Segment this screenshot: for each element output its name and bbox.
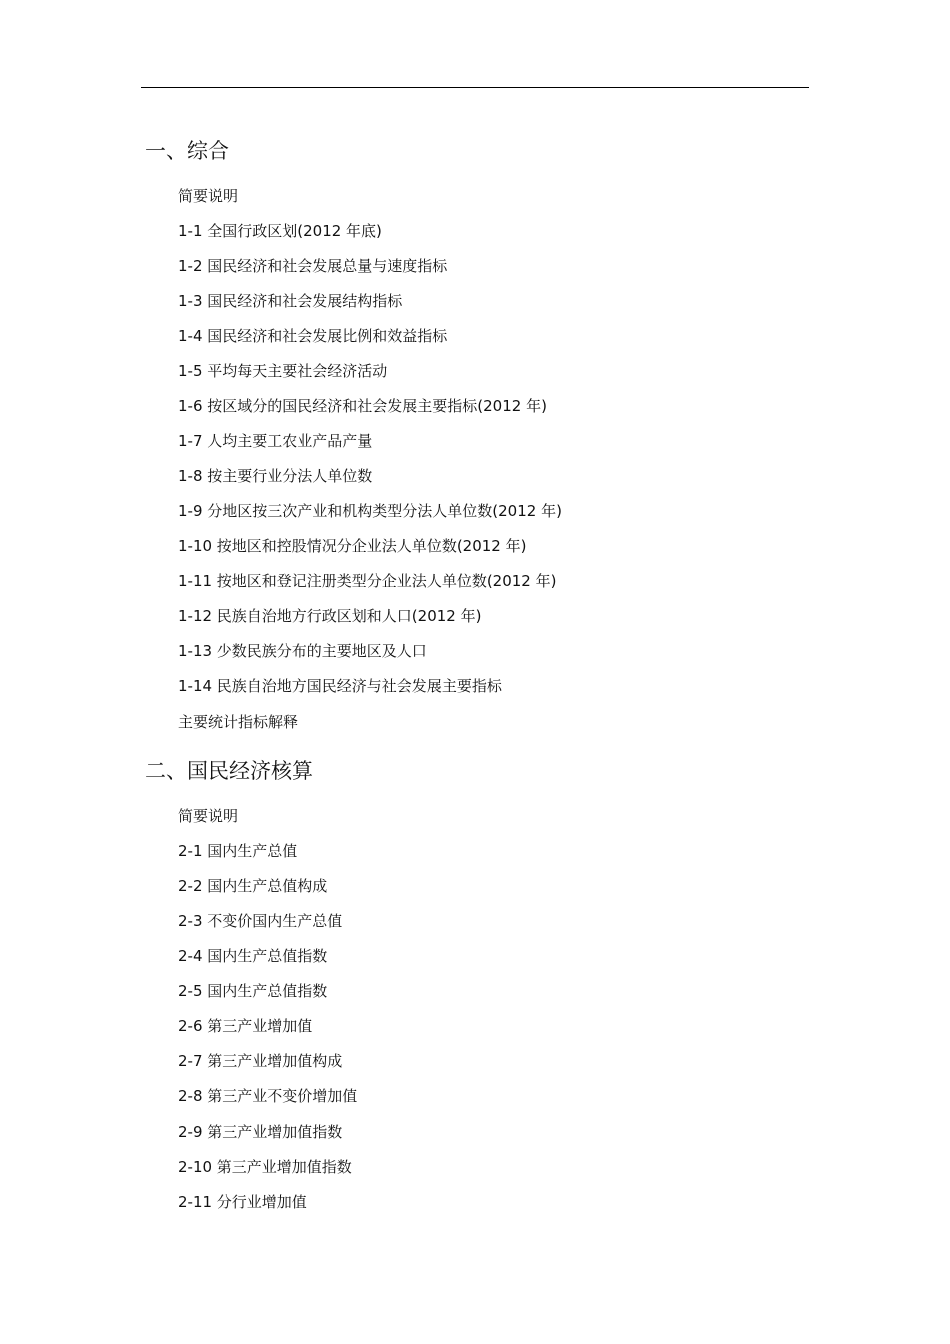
toc-item[interactable]: 2-5 国内生产总值指数 (178, 982, 328, 1000)
section-heading-general: 一、综合 (145, 139, 229, 163)
header-rule (141, 87, 809, 88)
toc-item[interactable]: 1-3 国民经济和社会发展结构指标 (178, 292, 403, 310)
toc-item[interactable]: 1-6 按区域分的国民经济和社会发展主要指标(2012 年) (178, 397, 547, 415)
toc-item[interactable]: 2-3 不变价国内生产总值 (178, 912, 343, 930)
toc-item[interactable]: 2-6 第三产业增加值 (178, 1017, 313, 1035)
toc-item[interactable]: 简要说明 (178, 187, 239, 205)
toc-item[interactable]: 1-5 平均每天主要社会经济活动 (178, 362, 388, 380)
toc-item[interactable]: 1-1 全国行政区划(2012 年底) (178, 222, 382, 240)
toc-item[interactable]: 1-2 国民经济和社会发展总量与速度指标 (178, 257, 448, 275)
toc-item[interactable]: 2-8 第三产业不变价增加值 (178, 1087, 358, 1105)
section-heading-national-accounts: 二、国民经济核算 (145, 759, 313, 783)
toc-item[interactable]: 1-8 按主要行业分法人单位数 (178, 467, 373, 485)
toc-item[interactable]: 1-7 人均主要工农业产品产量 (178, 432, 373, 450)
toc-item[interactable]: 1-4 国民经济和社会发展比例和效益指标 (178, 327, 448, 345)
toc-item[interactable]: 简要说明 (178, 807, 239, 825)
toc-item[interactable]: 2-11 分行业增加值 (178, 1193, 307, 1211)
toc-item[interactable]: 主要统计指标解释 (178, 713, 299, 731)
toc-item[interactable]: 2-1 国内生产总值 (178, 842, 298, 860)
toc-item[interactable]: 1-9 分地区按三次产业和机构类型分法人单位数(2012 年) (178, 502, 562, 520)
toc-item[interactable]: 1-10 按地区和控股情况分企业法人单位数(2012 年) (178, 537, 527, 555)
toc-item[interactable]: 2-4 国内生产总值指数 (178, 947, 328, 965)
toc-item[interactable]: 1-12 民族自治地方行政区划和人口(2012 年) (178, 607, 482, 625)
toc-item[interactable]: 2-7 第三产业增加值构成 (178, 1052, 343, 1070)
toc-item[interactable]: 1-13 少数民族分布的主要地区及人口 (178, 642, 427, 660)
toc-item[interactable]: 2-9 第三产业增加值指数 (178, 1123, 343, 1141)
toc-item[interactable]: 1-14 民族自治地方国民经济与社会发展主要指标 (178, 677, 502, 695)
toc-item[interactable]: 2-2 国内生产总值构成 (178, 877, 328, 895)
toc-item[interactable]: 2-10 第三产业增加值指数 (178, 1158, 352, 1176)
toc-item[interactable]: 1-11 按地区和登记注册类型分企业法人单位数(2012 年) (178, 572, 557, 590)
